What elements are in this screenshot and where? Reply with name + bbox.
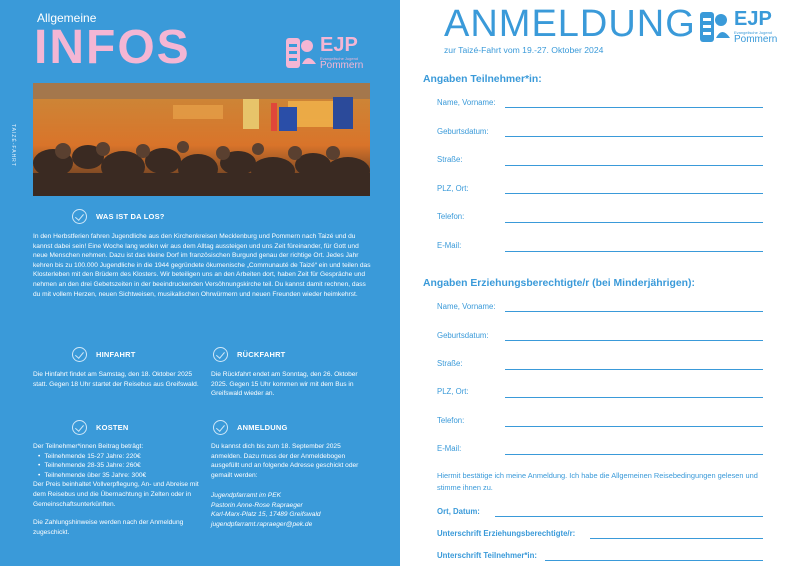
about-text: In den Herbstferien fahren Jugendliche aus den Kirchenkreisen Mecklenburg und Pommern nach Taizé und du kannst dabei sein! Eine Woche lang wollen wir aus dem Alltag aussteigen und uns Zeit füreinander, für Gott und neue Menschen nehmen. Dazu ist das kleine Dorf im französischen Burgund genau der richtige Ort. Jedes Jahr kehren bis zu 100.000 Jugendliche in die 1944 gegründete ökumenische „Communauté de Taizé“ ein und teilen das Klosterleben mit den Brüdern des Klosters. Wir beteiligen uns an den Arbeiten dort, haben Zeit für Gespräche und nehmen an den drei Gebetszeiten in der beeindruckenden Versöhnungskirche teil. Du kannst damit rechnen, dass du mit vollem Herzen, neuen Sichtweisen, musikalischen Ohrwürmern und neuen Freunden wieder heimkehrst. [33,233,371,298]
logo-region: Pommern [734,34,778,45]
place-date-field[interactable] [495,516,763,517]
guardian-email-field[interactable] [505,454,763,455]
costs-block [33,442,205,537]
confirmation-text: Hiermit bestätige ich meine Anmeldung. Ich habe die Allgemeinen Reisebedingungen gelesen und stimme ihnen zu. [437,471,758,492]
guardian-signature-label: Unterschrift Erziehungsberechtigte/r: [437,529,576,538]
registration-heading: ANMELDUNG [237,423,288,432]
registration-form [400,0,800,566]
address-line: Pastorin Anne-Rose Rapraeger [211,501,303,509]
logo-org: Evangelische Jugend [734,30,773,35]
ejp-logo-icon [700,10,732,44]
participant-email-field[interactable] [505,251,763,252]
costs-heading: KOSTEN [96,423,129,432]
address-line: Karl-Marx-Platz 15, 17489 Greifswald [211,511,321,519]
return-text: Die Rückfahrt endet am Sonntag, den 26. Oktober 2025. Gegen 15 Uhr kommen wir mit dem Bus in Greifswald wieder an. [211,371,358,398]
costs-item: • Teilnehmende 15-27 Jahre: 220€ [33,452,205,462]
guardian-name-field[interactable] [505,311,763,312]
logo-abbr: EJP [734,8,772,30]
participant-city-field[interactable] [505,193,763,194]
participant-name-field[interactable] [505,107,763,108]
registration-address [211,491,381,529]
form-title: ANMELDUNG [444,3,696,45]
costs-list [33,452,205,481]
check-icon [72,347,87,362]
address-line: Jugendpfarramt im PEK [211,492,281,499]
participant-street-field[interactable] [505,165,763,166]
registration-text: Du kannst dich bis zum 18. September 2025 anmelden. Dazu muss der der Anmeldebogen ausgefüllt und an folgende Adresse geschickt oder gemailt werden: [211,443,359,479]
costs-intro: Der Teilnehmer*innen Beitrag beträgt: [33,443,144,450]
ejp-logo [700,10,790,46]
participant-phone-label: Telefon: [437,212,465,221]
participant-name-label: Name, Vorname: [437,98,496,107]
guardian-city-field[interactable] [505,397,763,398]
guardian-phone-label: Telefon: [437,416,465,425]
participant-email-label: E-Mail: [437,241,462,250]
return-heading: RÜCKFAHRT [237,350,286,359]
logo-org: Evangelische Jugend [320,56,359,61]
costs-item: • Teilnehmende 28-35 Jahre: 260€ [33,461,205,471]
about-heading: WAS IST DA LOS? [96,212,165,221]
info-title: INFOS [34,21,191,74]
guardian-signature-field[interactable] [590,538,763,539]
participant-phone-field[interactable] [505,222,763,223]
place-date-label: Ort, Datum: [437,507,480,516]
ejp-logo-icon [286,36,318,70]
guardian-birthdate-label: Geburtsdatum: [437,331,489,340]
form-subtitle: zur Taizé-Fahrt vom 19.-27. Oktober 2024 [444,45,604,55]
participant-birthdate-label: Geburtsdatum: [437,127,489,136]
logo-region: Pommern [320,60,364,71]
guardian-heading: Angaben Erziehungsberechtigte/r (bei Minderjährigen): [423,278,695,289]
participant-heading: Angaben Teilnehmer*in: [423,74,542,85]
costs-note: Die Zahlungshinweise werden nach der Anmeldung zugeschickt. [33,519,184,536]
guardian-phone-field[interactable] [505,426,763,427]
costs-text: Der Preis beinhaltet Vollverpflegung, An- und Abreise mit dem Reisebus und die Übernachtung in Zelten oder in Gemeinschaftsunterkünften. [33,481,199,508]
check-icon [213,420,228,435]
guardian-city-label: PLZ, Ort: [437,387,469,396]
guardian-birthdate-field[interactable] [505,340,763,341]
church-photo-image [33,83,370,196]
guardian-email-label: E-Mail: [437,444,462,453]
guardian-name-label: Name, Vorname: [437,302,496,311]
address-email: jugendpfarramt.rapraeger@pek.de [211,520,313,528]
participant-birthdate-field[interactable] [505,136,763,137]
participant-street-label: Straße: [437,155,463,164]
side-label: TAIZÉ-FAHRT [10,124,16,167]
ejp-logo [286,36,376,72]
participant-city-label: PLZ, Ort: [437,184,469,193]
participant-signature-field[interactable] [545,560,763,561]
info-kicker: Allgemeine [37,11,97,25]
outbound-text: Die Hinfahrt findet am Samstag, den 18. Oktober 2025 statt. Gegen 18 Uhr startet der Reisebus aus Greifswald. [33,371,199,388]
church-photo [33,83,370,196]
check-icon [72,420,87,435]
check-icon [72,209,87,224]
check-icon [213,347,228,362]
guardian-street-label: Straße: [437,359,463,368]
guardian-street-field[interactable] [505,369,763,370]
costs-item: • Teilnehmende über 35 Jahre: 300€ [33,471,205,481]
outbound-heading: HINFAHRT [96,350,136,359]
logo-abbr: EJP [320,34,358,56]
participant-signature-label: Unterschrift Teilnehmer*in: [437,551,537,560]
